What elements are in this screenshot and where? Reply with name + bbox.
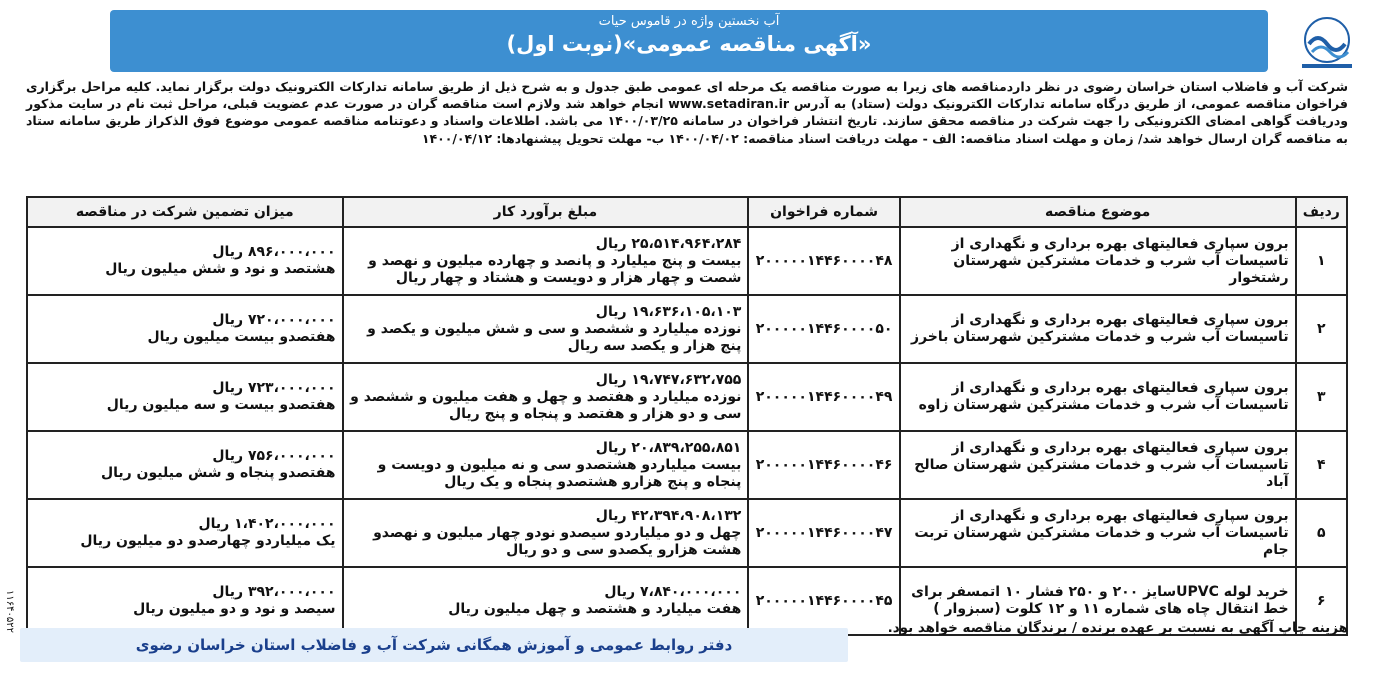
print-cost-note: هزینه چاپ آگهی به نسبت بر عهده برنده / برندگان مناقصه خواهد بود. — [887, 620, 1348, 636]
row-number: ۴ — [1296, 431, 1347, 499]
intro-paragraph: شرکت آب و فاضلاب استان خراسان رضوی در نظر داردمناقصه های زیرا به صورت مناقصه یک مرحله ای عمومی طبق جدول و به شرح ذیل از طریق سامانه تدارکات الکترونیک دولت برگزار نماید. کلیه مراحل برگزاری فراخوان مناقصه عمومی، از طریق درگاه سامانه تدارکات الکترونیک دولت (ستاد) به آدرس www.setadiran.ir انجام خواهد شد ولازم است مناقصه گران در صورت عدم عضویت قبلی، مراحل ثبت نام در سایت مذکور ودریافت گواهی امضای الکترونیکی را جهت شرکت در مناقصه محقق سازند. تاریخ انتشار فراخوان در سامانه ۱۴۰۰/۰۳/۲۵ می باشد. اطلاعات واسناد و دعوتنامه مناقصه عمومی موضوع فوق الذکراز طریق سامانه ستاد به مناقصه گران ارسال خواهد شد/ زمان و مهلت اسناد مناقصه: الف - مهلت دریافت اسناد مناقصه: ۱۴۰۰/۰۴/۰۲ ب- مهلت تحویل پیشنهادها: ۱۴۰۰/۰۴/۱۲ — [26, 79, 1348, 146]
row-number: ۵ — [1296, 499, 1347, 567]
row-estimate — [343, 227, 749, 295]
header-call-number: شماره فراخوان — [748, 197, 899, 227]
guarantee-amount: ۱،۴۰۲،۰۰۰،۰۰۰ ریال — [198, 516, 336, 532]
guarantee-amount: ۳۹۲،۰۰۰،۰۰۰ ریال — [212, 584, 336, 600]
estimate-amount: ۷،۸۴۰،۰۰۰،۰۰۰ ریال — [604, 584, 742, 600]
guarantee-words: هفتصدو بیست و سه میلیون ریال — [106, 397, 336, 413]
header-estimate: مبلغ برآورد کار — [343, 197, 749, 227]
guarantee-words: هفتصدو بیست میلیون ریال — [147, 329, 336, 345]
row-number: ۲ — [1296, 295, 1347, 363]
guarantee-words: سیصد و نود و دو میلیون ریال — [133, 601, 336, 617]
table-row — [27, 295, 1347, 363]
estimate-amount: ۴۲،۳۹۴،۹۰۸،۱۳۲ ریال — [595, 507, 742, 524]
guarantee-words: هفتصدو پنجاه و شش میلیون ریال — [100, 465, 336, 481]
header-guarantee: میزان تضمین شرکت در مناقصه — [27, 197, 343, 227]
estimate-words: بیست میلیاردو هشتصدو سی و نه میلیون و دویست و پنجاه و پنج هزارو هشتصدو پنجاه و یک ریال — [377, 456, 742, 490]
estimate-amount: ۱۹،۶۳۶،۱۰۵،۱۰۳ ریال — [595, 303, 742, 320]
guarantee-amount: ۷۲۳،۰۰۰،۰۰۰ ریال — [212, 380, 336, 396]
table-row — [27, 363, 1347, 431]
row-call-number: ۲۰۰۰۰۰۱۴۴۶۰۰۰۰۴۹ — [748, 363, 899, 431]
estimate-words: نوزده میلیارد و ششصد و سی و شش میلیون و یکصد و پنج هزار و یکصد سه ریال — [367, 320, 742, 354]
estimate-words: هفت میلیارد و هشتصد و چهل میلیون ریال — [448, 601, 742, 617]
row-call-number: ۲۰۰۰۰۰۱۴۴۶۰۰۰۰۴۶ — [748, 431, 899, 499]
header-row-no: ردیف — [1296, 197, 1347, 227]
side-code: ۱۱۶۴۰۵۲۲ — [4, 590, 15, 633]
guarantee-amount: ۷۲۰،۰۰۰،۰۰۰ ریال — [212, 312, 336, 328]
row-call-number: ۲۰۰۰۰۰۱۴۴۶۰۰۰۰۴۸ — [748, 227, 899, 295]
row-subject: خرید لوله UPVCسایز ۲۰۰ و ۲۵۰ فشار ۱۰ اتمسفر برای خط انتقال چاه های شماره ۱۱ و ۱۲ کلوت (سبزوار ) — [900, 567, 1296, 635]
company-logo-icon — [1284, 14, 1370, 72]
row-number: ۶ — [1296, 567, 1347, 635]
estimate-amount: ۲۵،۵۱۴،۹۶۴،۲۸۴ ریال — [595, 235, 742, 252]
table-row — [27, 431, 1347, 499]
tender-table — [26, 196, 1348, 636]
estimate-amount: ۱۹،۷۴۷،۶۳۲،۷۵۵ ریال — [595, 371, 742, 388]
row-subject: برون سپاری فعالیتهای بهره برداری و نگهداری از تاسیسات آب شرب و خدمات مشترکین شهرستان صالح آباد — [900, 431, 1296, 499]
guarantee-amount: ۸۹۶،۰۰۰،۰۰۰ ریال — [212, 244, 336, 260]
row-number: ۳ — [1296, 363, 1347, 431]
table-row — [27, 499, 1347, 567]
row-subject: برون سپاری فعالیتهای بهره برداری و نگهداری از تاسیسات آب شرب و خدمات مشترکین شهرستان تربت جام — [900, 499, 1296, 567]
public-relations-footer: دفتر روابط عمومی و آموزش همگانی شرکت آب و فاضلاب استان خراسان رضوی — [20, 628, 848, 662]
row-number: ۱ — [1296, 227, 1347, 295]
estimate-words: چهل و دو میلیاردو سیصدو نودو چهار میلیون و نهصدو هشت هزارو یکصدو سی و دو ریال — [373, 524, 742, 558]
row-estimate — [343, 499, 749, 567]
row-estimate — [343, 431, 749, 499]
guarantee-words: هشتصد و نود و شش میلیون ریال — [105, 261, 336, 277]
row-estimate — [343, 567, 749, 635]
header-title: «آگهی مناقصه عمومی»(نوبت اول) — [506, 32, 872, 56]
row-guarantee — [27, 567, 343, 635]
header-subject: موضوع مناقصه — [900, 197, 1296, 227]
row-guarantee — [27, 431, 343, 499]
row-call-number: ۲۰۰۰۰۰۱۴۴۶۰۰۰۰۵۰ — [748, 295, 899, 363]
estimate-amount: ۲۰،۸۳۹،۲۵۵،۸۵۱ ریال — [595, 439, 742, 456]
row-guarantee — [27, 227, 343, 295]
row-subject: برون سپاری فعالیتهای بهره برداری و نگهداری از تاسیسات آب شرب و خدمات مشترکین شهرستان زاوه — [900, 363, 1296, 431]
table-row — [27, 227, 1347, 295]
row-guarantee — [27, 295, 343, 363]
estimate-words: نوزده میلیارد و هفتصد و چهل و هفت میلیون و ششصد و سی و دو هزار و هفتصد و پنجاه و پنج ریال — [350, 388, 742, 422]
row-guarantee — [27, 363, 343, 431]
row-subject: برون سپاری فعالیتهای بهره برداری و نگهداری از تاسیسات آب شرب و خدمات مشترکین شهرستان باخرز — [900, 295, 1296, 363]
estimate-words: بیست و پنج میلیارد و پانصد و چهارده میلیون و نهصد و شصت و چهار هزار و دویست و هشتاد و چهار ریال — [368, 252, 742, 286]
row-call-number: ۲۰۰۰۰۰۱۴۴۶۰۰۰۰۴۵ — [748, 567, 899, 635]
row-call-number: ۲۰۰۰۰۰۱۴۴۶۰۰۰۰۴۷ — [748, 499, 899, 567]
guarantee-words: یک میلیاردو چهارصدو دو میلیون ریال — [80, 533, 336, 549]
notice-header — [110, 10, 1268, 72]
header-subtitle: آب نخستین واژه در قاموس حیات — [598, 14, 780, 29]
row-subject: برون سپاری فعالیتهای بهره برداری و نگهداری از تاسیسات آب شرب و خدمات مشترکین شهرستان رشتخوار — [900, 227, 1296, 295]
row-guarantee — [27, 499, 343, 567]
guarantee-amount: ۷۵۶،۰۰۰،۰۰۰ ریال — [212, 448, 336, 464]
table-header-row — [27, 197, 1347, 227]
row-estimate — [343, 363, 749, 431]
row-estimate — [343, 295, 749, 363]
